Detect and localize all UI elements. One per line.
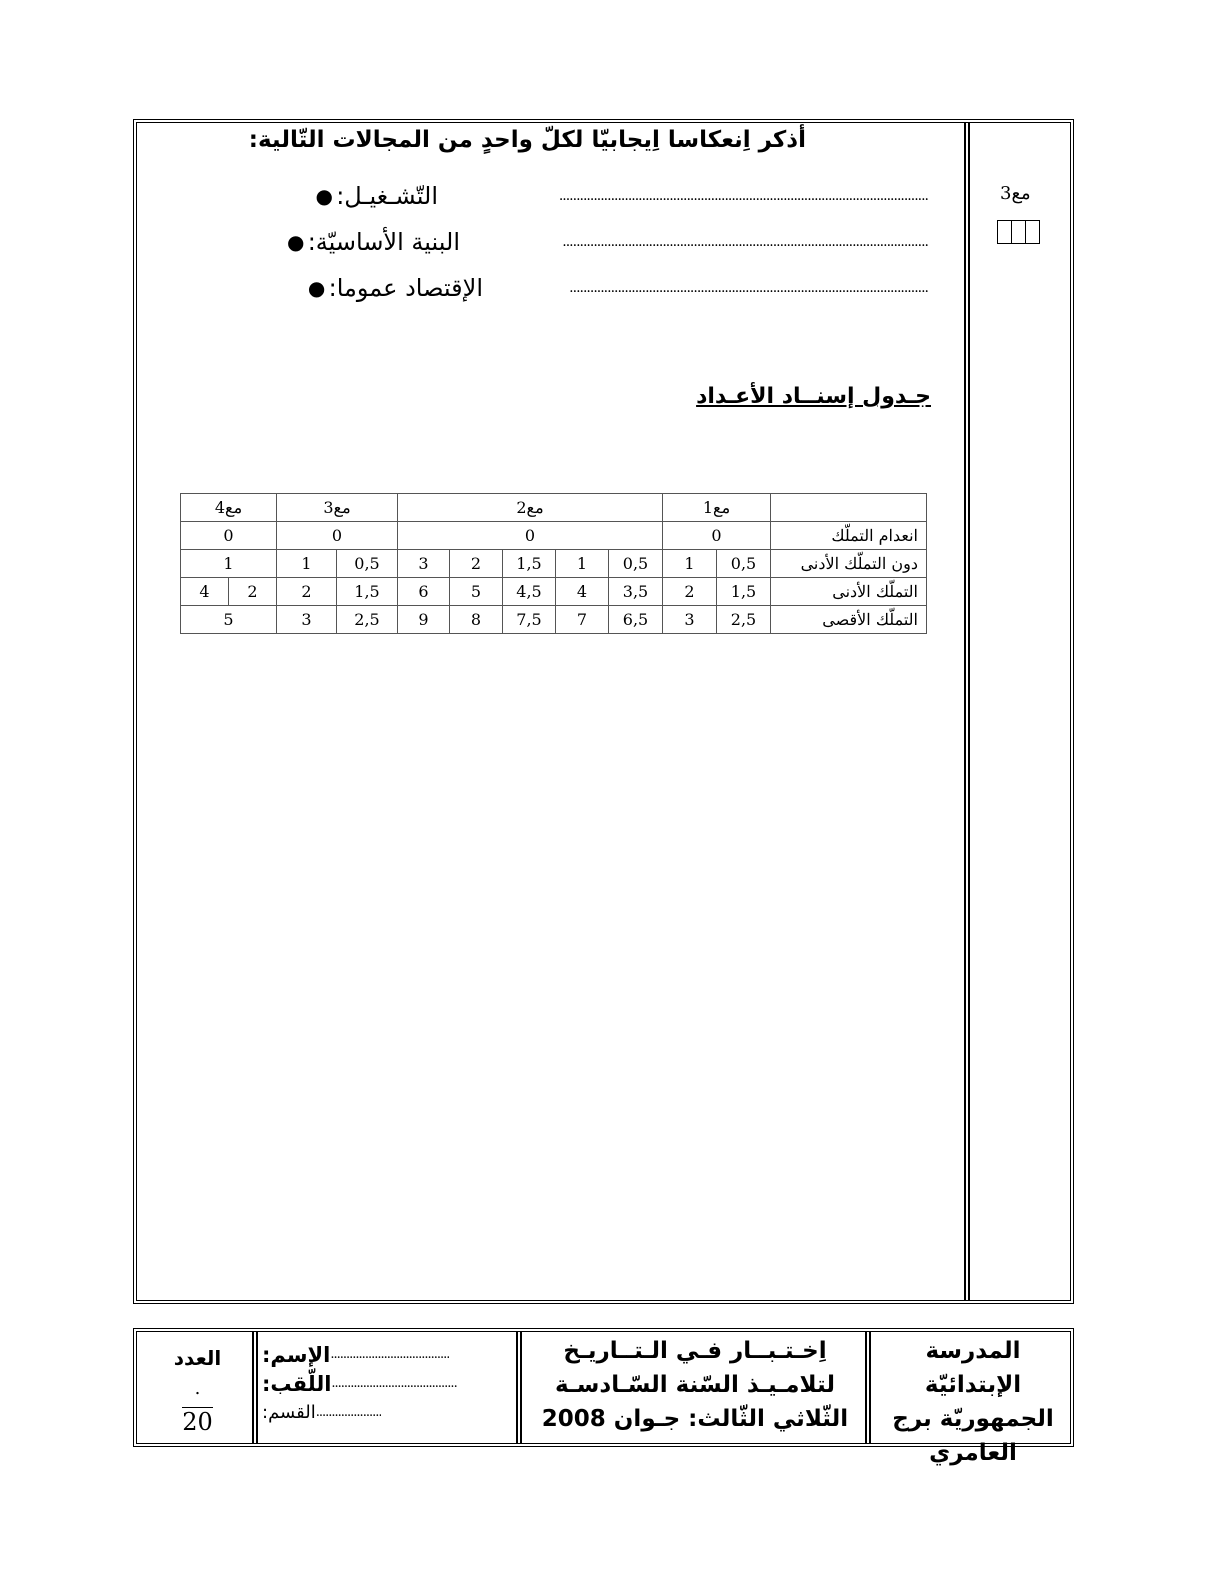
table-cell: 3,5: [609, 578, 663, 606]
table-cell: 1,5: [717, 578, 771, 606]
table-cell: 6,5: [609, 606, 663, 634]
exam-title-line: لتلامـيـذ السّنة السّـادسـة: [554, 1372, 836, 1398]
school-line: المدرسة الإبتدائيّة: [924, 1338, 1022, 1398]
table-cell: 0,5: [337, 550, 398, 578]
table-cell: 4,5: [503, 578, 556, 606]
table-cell: 8: [450, 606, 503, 634]
student-surname-row: [262, 1369, 517, 1398]
table-cell: 3: [663, 606, 717, 634]
table-cell: 6: [398, 578, 450, 606]
table-row: [181, 606, 927, 634]
surname-label: اللّقب:: [262, 1371, 332, 1396]
table-cell: 9: [398, 606, 450, 634]
header-c2: مع2: [398, 494, 663, 522]
answer-item-label: الإقتصاد عموما:: [328, 274, 483, 302]
table-row: [181, 522, 927, 550]
header-c3: مع3: [277, 494, 398, 522]
school-name: [875, 1334, 1071, 1470]
answer-item-employment: [312, 178, 928, 214]
grading-table: [180, 493, 927, 634]
bullet-icon: ●: [315, 184, 333, 208]
header-c4: مع4: [181, 494, 277, 522]
class-label: القسم:: [262, 1402, 316, 1423]
bullet-icon: ●: [307, 276, 326, 300]
student-info: [262, 1340, 517, 1427]
score-box[interactable]: [1011, 220, 1026, 244]
table-cell: 2: [277, 578, 337, 606]
table-cell: 0,5: [609, 550, 663, 578]
row-label: التملّك الأقصى: [771, 606, 927, 634]
bullet-icon: ●: [286, 230, 305, 254]
score-box[interactable]: [1025, 220, 1040, 244]
answer-item-economy: [305, 270, 928, 306]
grading-table-title: جـدول إسنــاد الأعـداد: [696, 384, 931, 409]
exam-title-line: الثّلاثي الثّالث: جـوان 2008: [541, 1406, 849, 1432]
answer-item-infrastructure: [284, 224, 928, 260]
row-label: التملّك الأدنى: [771, 578, 927, 606]
table-cell: 4: [556, 578, 609, 606]
margin-column-divider: [964, 122, 970, 1301]
answer-item-label: البنية الأساسيّة:: [307, 228, 460, 256]
student-name-row: [262, 1340, 517, 1369]
table-cell: 1: [663, 550, 717, 578]
answer-field-employment[interactable]: ...........................................................................................................: [558, 188, 928, 204]
table-cell: 3: [277, 606, 337, 634]
score-total: 20: [182, 1408, 213, 1436]
criterion-score-boxes[interactable]: [998, 220, 1040, 244]
school-line: العامري: [929, 1440, 1017, 1466]
table-cell: 0: [663, 522, 771, 550]
surname-field[interactable]: ........................................: [331, 1376, 457, 1391]
header-corner: [771, 494, 927, 522]
row-label: انعدام التملّك: [771, 522, 927, 550]
table-cell: 0: [398, 522, 663, 550]
table-cell: 5: [181, 606, 277, 634]
answer-item-label: التّشـغيـل:: [336, 182, 438, 210]
table-cell: 7: [556, 606, 609, 634]
student-class-row: [262, 1398, 517, 1427]
table-row: [181, 550, 927, 578]
table-cell: 1,5: [503, 550, 556, 578]
table-cell: 0: [181, 522, 277, 550]
table-cell: 1: [181, 550, 277, 578]
table-cell: 2: [229, 578, 277, 606]
exam-title: [525, 1334, 865, 1436]
score-label: العدد: [173, 1346, 222, 1370]
exam-title-line: اِخـتـبــار فـي الـتــاريـخ: [563, 1338, 827, 1364]
answer-field-infrastructure[interactable]: ..........................................................................................................: [562, 234, 928, 250]
table-cell: 2,5: [717, 606, 771, 634]
score-box[interactable]: [997, 220, 1012, 244]
score-value[interactable]: .: [194, 1378, 201, 1399]
question-heading: أذكر اِنعكاسا اِيجابيّا لكلّ واحدٍ من المجالات التّالية:: [248, 127, 806, 153]
answer-field-economy[interactable]: ........................................................................................................: [569, 280, 928, 296]
table-cell: 1: [556, 550, 609, 578]
table-row: [181, 578, 927, 606]
table-cell: 0,5: [717, 550, 771, 578]
table-cell: 7,5: [503, 606, 556, 634]
table-cell: 1: [277, 550, 337, 578]
criterion-code: مع3: [1000, 183, 1031, 204]
table-cell: 0: [277, 522, 398, 550]
header-divider: [252, 1331, 258, 1444]
name-label: الإسم:: [262, 1342, 331, 1367]
header-c1: مع1: [663, 494, 771, 522]
table-cell: 1,5: [337, 578, 398, 606]
row-label: دون التملّك الأدنى: [771, 550, 927, 578]
table-cell: 2,5: [337, 606, 398, 634]
table-cell: 2: [663, 578, 717, 606]
table-header-row: [181, 494, 927, 522]
school-line: الجمهوريّة برج: [892, 1406, 1054, 1432]
table-cell: 5: [450, 578, 503, 606]
name-field[interactable]: ......................................: [330, 1347, 450, 1362]
class-field[interactable]: .....................: [315, 1405, 382, 1420]
table-cell: 2: [450, 550, 503, 578]
header-divider: [865, 1331, 871, 1444]
table-cell: 4: [181, 578, 229, 606]
table-cell: 3: [398, 550, 450, 578]
